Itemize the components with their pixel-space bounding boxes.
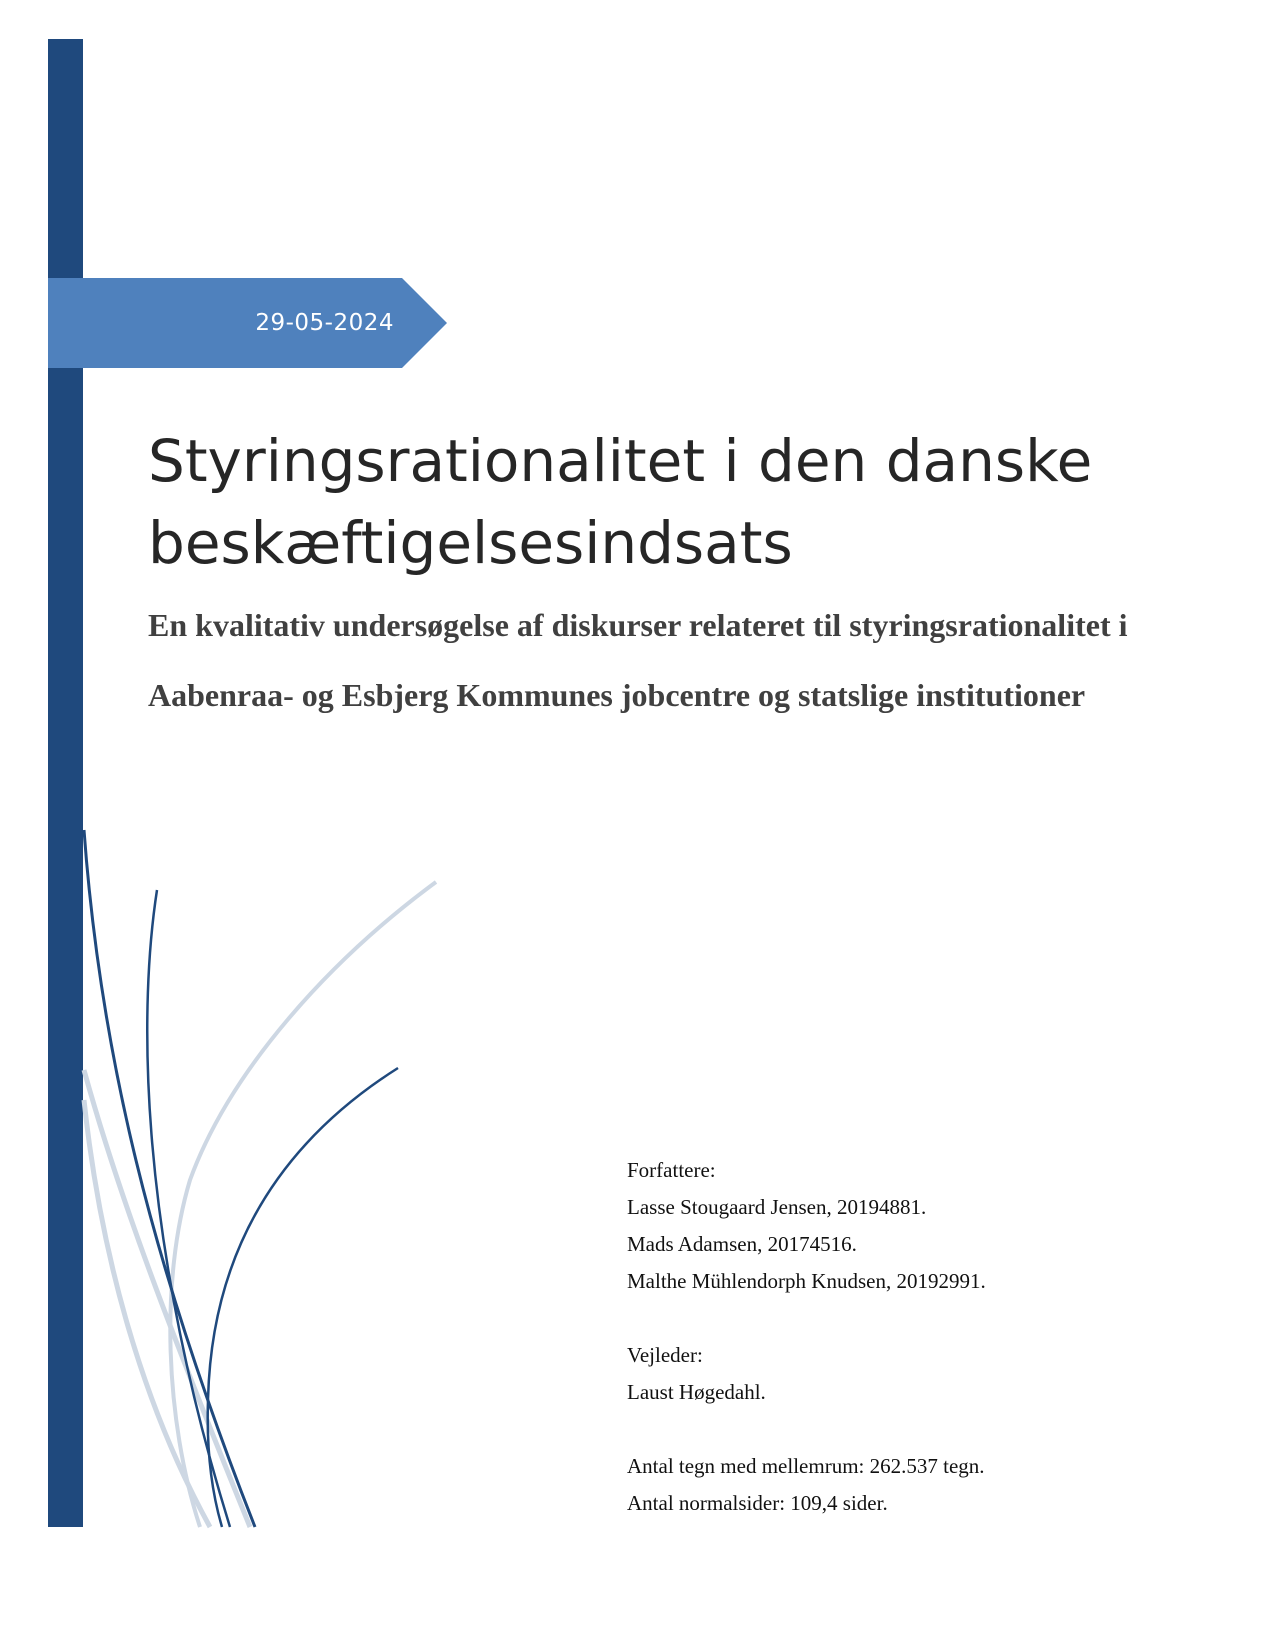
author-name: Mads Adamsen, 20174516. [627, 1232, 857, 1256]
document-subtitle: En kvalitativ undersøgelse af diskurser relateret til styringsrationalitet i Aabenraa- og Esbjerg Kommunes jobcentre og statslige institutioner [148, 607, 1128, 713]
date-text: 29-05-2024 [255, 310, 394, 336]
dark-curve [84, 830, 255, 1527]
supervisor-label: Vejleder: [627, 1343, 703, 1367]
character-count: Antal tegn med mellemrum: 262.537 tegn. [627, 1454, 985, 1478]
light-curve [84, 1100, 210, 1527]
author-name: Malthe Mühlendorph Knudsen, 20192991. [627, 1269, 986, 1293]
document-title: Styringsrationalitet i den danske beskæftigelsesindsats [148, 427, 1093, 577]
light-curve [84, 1070, 250, 1527]
author-info-block [627, 1152, 986, 1522]
page-count: Antal normalsider: 109,4 sider. [627, 1491, 888, 1515]
authors-label: Forfattere: [627, 1158, 716, 1182]
author-name: Lasse Stougaard Jensen, 20194881. [627, 1195, 927, 1219]
supervisor-name: Laust Høgedahl. [627, 1380, 766, 1404]
dark-curve [208, 1068, 398, 1527]
